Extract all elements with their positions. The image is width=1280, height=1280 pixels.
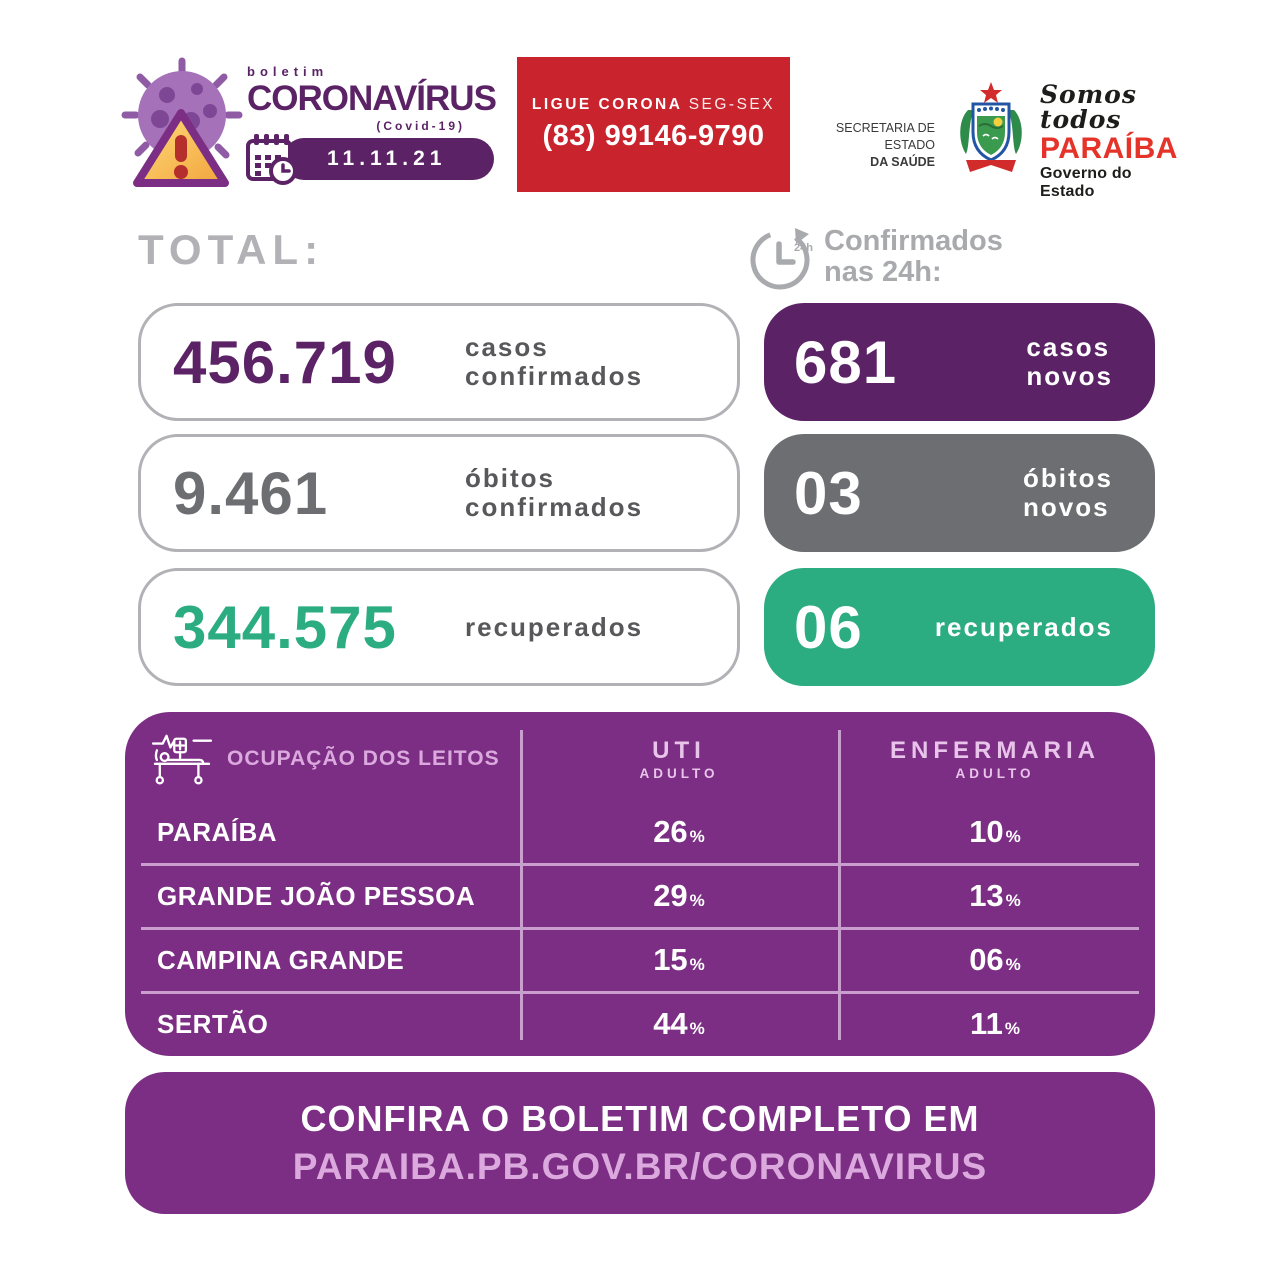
enfermaria-value: 06 %	[969, 942, 1021, 977]
enfermaria-value: 11 %	[970, 1006, 1020, 1041]
total-recuperados-card	[138, 568, 740, 686]
hotline-name: LIGUE CORONA	[531, 96, 682, 113]
table-row	[125, 992, 1155, 1056]
uti-value: 44 %	[653, 1006, 705, 1041]
covid-subtitle: (Covid-19)	[376, 118, 465, 133]
percent-sign: %	[1005, 891, 1021, 910]
hospital-bed-icon	[151, 731, 213, 787]
secretaria-line2: DA SAÚDE	[870, 154, 935, 169]
total-recuperados-label: recuperados	[465, 611, 644, 642]
last24h-heading	[748, 222, 1003, 294]
date-row	[243, 131, 494, 187]
total-casos-card	[138, 303, 740, 421]
footer-text: CONFIRA O BOLETIM COMPLETO EM	[300, 1098, 980, 1139]
new-recuperados-value: 06	[794, 593, 863, 661]
bulletin-date: 11.11.21	[283, 138, 494, 180]
total-casos-label1: casos	[465, 332, 549, 363]
beds-occupancy-table	[125, 712, 1155, 1056]
new-recuperados-label: recuperados	[934, 611, 1113, 642]
table-row	[125, 800, 1155, 864]
paraiba-coat-of-arms	[950, 80, 1032, 181]
stat-row-recuperados	[138, 568, 1155, 686]
page-title: CORONAVÍRUS	[247, 79, 496, 118]
clock-24h-icon	[748, 222, 816, 294]
gov-subtitle: Governo do Estado	[1040, 165, 1132, 200]
hotline-phone: (83) 99146-9790	[542, 120, 765, 152]
last24h-line2: nas 24h:	[824, 256, 942, 289]
stat-row-casos	[138, 303, 1155, 421]
total-casos-label2: confirmados	[465, 361, 644, 391]
new-casos-label1: casos	[1026, 332, 1111, 363]
footer-banner	[125, 1072, 1155, 1214]
uti-value: 15 %	[653, 942, 705, 977]
region-name: GRANDE JOÃO PESSOA	[157, 880, 476, 911]
table-horizontal-divider-2	[141, 927, 1139, 930]
table-row	[125, 928, 1155, 992]
region-name: SERTÃO	[157, 1008, 269, 1039]
enfermaria-value: 13 %	[969, 878, 1021, 913]
new-obitos-label2: novos	[1023, 492, 1110, 522]
percent-sign: %	[1004, 1019, 1020, 1038]
new-recuperados-card	[764, 568, 1155, 686]
virus-warning-icon	[120, 55, 244, 198]
bulletin-title-block	[247, 64, 496, 133]
secretaria-line1: SECRETARIA DE ESTADO	[835, 121, 935, 152]
last24h-line1: Confirmados	[824, 225, 1003, 257]
gov-slogan: Somos todos	[1040, 80, 1137, 134]
total-obitos-label1: óbitos	[465, 463, 555, 494]
table-horizontal-divider-1	[141, 863, 1139, 866]
total-obitos-value: 9.461	[173, 459, 329, 527]
total-recuperados-value: 344.575	[173, 593, 397, 661]
table-header	[125, 712, 1155, 800]
uti-value: 26 %	[653, 814, 705, 849]
column-header-enfermaria: ENFERMARIA ADULTO	[890, 737, 1100, 781]
new-casos-card	[764, 303, 1155, 421]
percent-sign: %	[689, 827, 705, 846]
boletim-label: boletim	[247, 64, 329, 79]
government-logo	[1040, 82, 1180, 201]
hotline-box	[517, 57, 790, 192]
enfermaria-value: 10 %	[969, 814, 1021, 849]
total-casos-value: 456.719	[173, 328, 397, 396]
region-name: PARAÍBA	[157, 816, 278, 847]
table-row	[125, 864, 1155, 928]
hotline-days: SEG-SEX	[688, 96, 776, 113]
new-casos-label2: novos	[1026, 361, 1113, 391]
clock-badge-text: 24h	[794, 242, 813, 254]
percent-sign: %	[1005, 955, 1021, 974]
new-obitos-label1: óbitos	[1023, 463, 1113, 494]
gov-state: PARAÍBA	[1040, 132, 1178, 165]
percent-sign: %	[1005, 827, 1021, 846]
secretaria-label	[795, 120, 935, 171]
table-horizontal-divider-3	[141, 991, 1139, 994]
new-obitos-card	[764, 434, 1155, 552]
footer-url: PARAIBA.PB.GOV.BR/CORONAVIRUS	[292, 1146, 988, 1187]
percent-sign: %	[689, 891, 705, 910]
total-obitos-label2: confirmados	[465, 492, 644, 522]
total-heading: TOTAL:	[138, 226, 325, 273]
column-header-uti: UTI ADULTO	[639, 737, 719, 781]
table-title: OCUPAÇÃO DOS LEITOS	[227, 747, 500, 770]
region-name: CAMPINA GRANDE	[157, 944, 405, 975]
new-casos-value: 681	[794, 328, 898, 396]
percent-sign: %	[689, 955, 705, 974]
new-obitos-value: 03	[794, 459, 863, 527]
calendar-clock-icon	[243, 131, 299, 187]
uti-value: 29 %	[653, 878, 705, 913]
percent-sign: %	[689, 1019, 705, 1038]
total-obitos-card	[138, 434, 740, 552]
stat-row-obitos	[138, 434, 1155, 552]
